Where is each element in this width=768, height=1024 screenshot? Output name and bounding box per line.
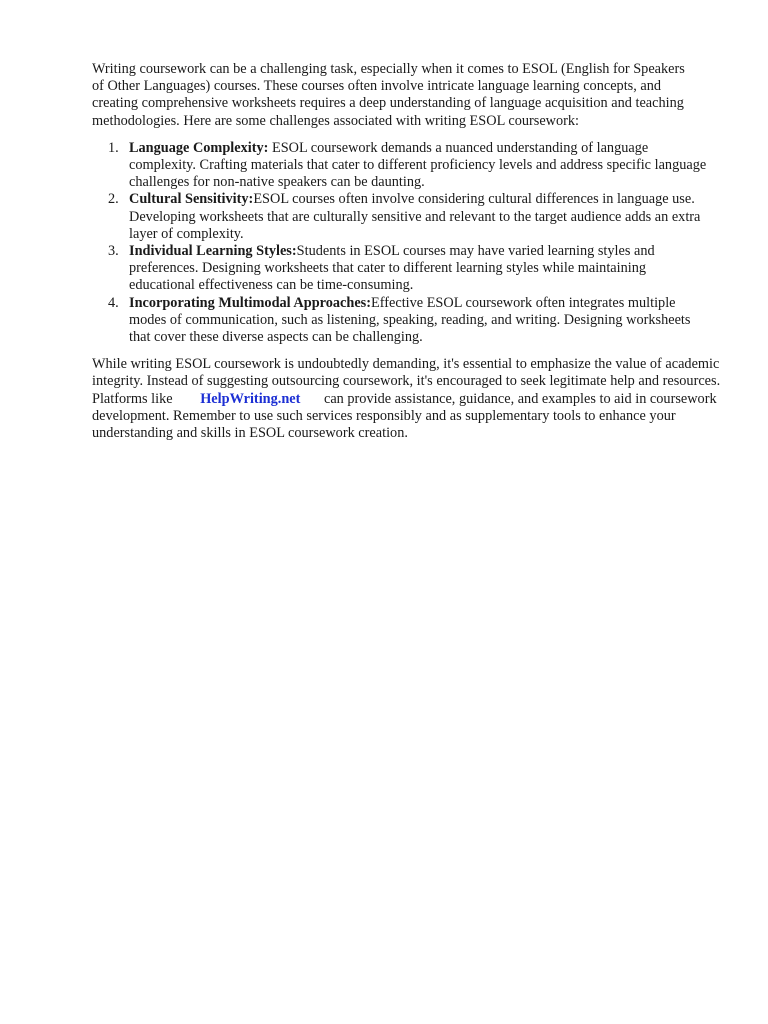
closing-paragraph xyxy=(92,356,722,442)
list-item-text: Effective ESOL coursework often integrates multiple modes of communication, such as listening, speaking, reading, and writing. Designing worksheets that cover these diverse aspects can be challenging. xyxy=(129,294,691,346)
document-body xyxy=(92,61,722,442)
list-item-text: ESOL coursework demands a nuanced understanding of language complexity. Crafting materials that cater to different proficiency levels and address specific language challenges for non-native speakers can be daunting. xyxy=(129,139,707,191)
list-item-number: 1. xyxy=(108,139,119,156)
list-item-text: ESOL courses often involve considering cultural differences in language use. Developing worksheets that are culturally sensitive and relevant to the target audience adds an extra layer of complexity. xyxy=(129,191,701,242)
list-item-number: 2. xyxy=(108,191,119,208)
list-item-title: Cultural Sensitivity: xyxy=(129,191,254,208)
list-item xyxy=(92,140,709,192)
list-item xyxy=(92,295,709,347)
list-item-number: 4. xyxy=(108,294,119,311)
intro-paragraph: Writing coursework can be a challenging task, especially when it comes to ESOL (English for Speakers of Other Languages) courses. These courses often involve intricate language learning concepts, and creating comprehensive worksheets requires a deep understanding of language acquisition and teaching methodologies. Here are some challenges associated with writing ESOL coursework: xyxy=(92,61,685,129)
list-item xyxy=(92,191,709,243)
list-item-text: Students in ESOL courses may have varied learning styles and preferences. Designing worksheets that cater to different learning styles while maintaining educational effectiveness can be time-consuming. xyxy=(129,243,655,294)
list-item-number: 3. xyxy=(108,243,119,260)
list-item-title: Incorporating Multimodal Approaches: xyxy=(129,294,371,311)
list-item-title: Language Complexity: xyxy=(129,139,269,156)
list-item xyxy=(92,243,709,295)
closing-text-before-link: While writing ESOL coursework is undoubtedly demanding, it's essential to emphasize the value of academic integrity. Instead of suggesting outsourcing coursework, it's encouraged to seek legitimate help and resources. Platforms like xyxy=(92,356,721,407)
challenges-list xyxy=(92,140,722,346)
helpwriting-link[interactable]: HelpWriting.net xyxy=(200,390,301,407)
list-item-title: Individual Learning Styles: xyxy=(129,243,297,260)
closing-text-after-link: can provide assistance, guidance, and examples to aid in coursework development. Remember to use such services responsibly and as supplementary tools to enhance your understanding and skills in ESOL coursework creation. xyxy=(92,390,717,442)
